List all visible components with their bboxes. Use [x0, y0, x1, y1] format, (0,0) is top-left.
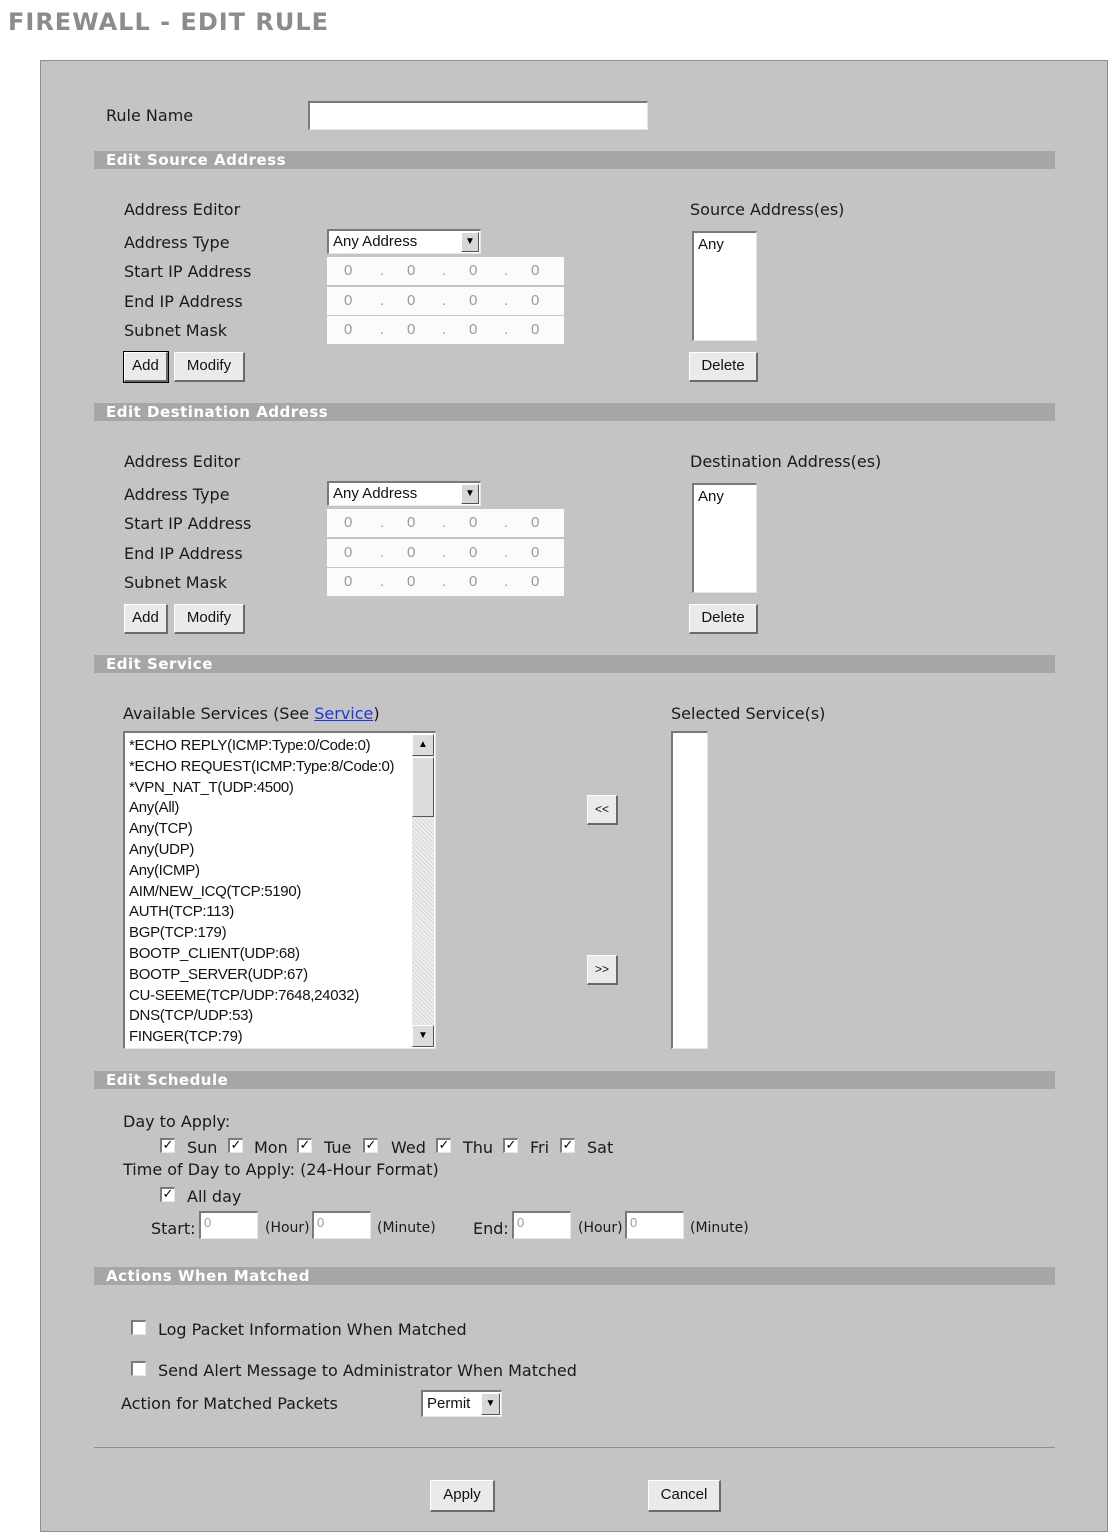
add-service-button[interactable]: <<: [587, 795, 618, 825]
list-item[interactable]: BOOTP_CLIENT(UDP:68): [129, 945, 300, 962]
list-item[interactable]: BGP(TCP:179): [129, 924, 227, 942]
end-minute-input[interactable]: 0: [625, 1211, 684, 1239]
cancel-button[interactable]: Cancel: [648, 1480, 721, 1512]
source-address-type-select[interactable]: [327, 229, 481, 254]
section-header-service: Edit Service: [94, 655, 1055, 673]
end-minute-unit: (Minute): [690, 1220, 749, 1236]
chevron-down-icon: ▼: [481, 1393, 500, 1415]
day-checkbox-thu[interactable]: ✓: [436, 1138, 451, 1153]
selected-services-label: Selected Service(s): [671, 704, 826, 723]
scrollbar[interactable]: [412, 734, 434, 1047]
available-services-label: Available Services (See Service): [123, 704, 380, 723]
start-hour-input[interactable]: 0: [199, 1211, 258, 1239]
end-label: End:: [473, 1219, 509, 1238]
list-item[interactable]: *ECHO REQUEST(ICMP:Type:8/Code:0): [129, 757, 395, 775]
day-to-apply-label: Day to Apply:: [123, 1112, 231, 1131]
destination-start-ip-input[interactable]: 0 . 0 . 0 . 0: [327, 509, 564, 537]
day-label-fri: Fri: [530, 1138, 550, 1157]
destination-end-ip-label: End IP Address: [124, 544, 243, 563]
available-services-list[interactable]: [123, 731, 436, 1049]
destination-addresses-label: Destination Address(es): [690, 452, 882, 471]
list-item[interactable]: Any(All): [129, 799, 180, 817]
day-checkbox-sun[interactable]: ✓: [160, 1138, 175, 1153]
source-address-list[interactable]: [692, 231, 757, 341]
end-hour-unit: (Hour): [578, 1220, 623, 1236]
source-subnet-label: Subnet Mask: [124, 321, 228, 340]
list-item[interactable]: Any(TCP): [129, 820, 193, 838]
page-title: FIREWALL - EDIT RULE: [8, 8, 330, 36]
rule-name-label: Rule Name: [106, 106, 194, 125]
list-item[interactable]: *VPN_NAT_T(UDP:4500): [129, 778, 294, 796]
divider: [94, 1447, 1055, 1448]
chevron-down-icon: ▼: [461, 232, 479, 252]
start-minute-input[interactable]: 0: [312, 1211, 371, 1239]
source-modify-button[interactable]: Modify: [174, 352, 245, 382]
destination-address-type-select[interactable]: [327, 481, 481, 506]
list-item[interactable]: Any: [698, 488, 724, 505]
source-delete-button[interactable]: Delete: [689, 352, 758, 382]
list-item[interactable]: Any(UDP): [129, 841, 195, 858]
destination-subnet-label: Subnet Mask: [124, 573, 228, 592]
section-header-actions: Actions When Matched: [94, 1267, 1055, 1285]
list-item[interactable]: DNS(TCP/UDP:53): [129, 1007, 253, 1025]
day-label-thu: Thu: [463, 1138, 494, 1157]
list-item[interactable]: Any: [698, 236, 724, 253]
log-packet-checkbox[interactable]: [131, 1320, 146, 1335]
list-item[interactable]: CU-SEEME(TCP/UDP:7648,24032): [129, 986, 360, 1004]
list-item[interactable]: AUTH(TCP:113): [129, 903, 235, 921]
remove-service-button[interactable]: >>: [587, 955, 618, 985]
action-matched-label: Action for Matched Packets: [121, 1394, 338, 1413]
source-addresses-label: Source Address(es): [690, 200, 845, 219]
destination-end-ip-input[interactable]: 0 . 0 . 0 . 0: [327, 539, 564, 567]
scrollbar-thumb[interactable]: [412, 757, 434, 817]
day-checkbox-tue[interactable]: ✓: [297, 1138, 312, 1153]
list-item[interactable]: AIM/NEW_ICQ(TCP:5190): [129, 882, 302, 900]
action-select-value: Permit: [427, 1395, 471, 1412]
source-address-editor-label: Address Editor: [124, 200, 241, 219]
day-checkbox-sat[interactable]: ✓: [560, 1138, 575, 1153]
destination-address-type-value: Any Address: [333, 485, 418, 502]
send-alert-checkbox[interactable]: [131, 1361, 146, 1376]
destination-start-ip-label: Start IP Address: [124, 514, 252, 533]
section-header-destination: Edit Destination Address: [94, 403, 1055, 421]
destination-delete-button[interactable]: Delete: [689, 604, 758, 634]
destination-address-list[interactable]: [692, 483, 757, 593]
end-hour-input[interactable]: 0: [512, 1211, 571, 1239]
list-item[interactable]: BOOTP_SERVER(UDP:67): [129, 965, 308, 983]
day-label-wed: Wed: [391, 1138, 426, 1157]
destination-subnet-input[interactable]: 0 . 0 . 0 . 0: [327, 568, 564, 596]
send-alert-label: Send Alert Message to Administrator When Matched: [158, 1361, 577, 1380]
start-minute-unit: (Minute): [377, 1220, 436, 1236]
day-checkbox-mon[interactable]: ✓: [228, 1138, 243, 1153]
source-start-ip-label: Start IP Address: [124, 262, 252, 281]
day-label-sun: Sun: [187, 1138, 218, 1157]
all-day-checkbox[interactable]: ✓: [160, 1187, 175, 1202]
day-label-sat: Sat: [587, 1138, 614, 1157]
list-item[interactable]: Any(ICMP): [129, 861, 200, 879]
day-checkbox-fri[interactable]: ✓: [503, 1138, 518, 1153]
source-add-button[interactable]: Add: [124, 352, 168, 382]
apply-button[interactable]: Apply: [430, 1480, 495, 1512]
selected-services-list[interactable]: [671, 731, 708, 1049]
source-subnet-input[interactable]: 0 . 0 . 0 . 0: [327, 316, 564, 344]
destination-address-type-label: Address Type: [124, 485, 230, 504]
source-address-type-label: Address Type: [124, 233, 230, 252]
start-hour-unit: (Hour): [265, 1220, 310, 1236]
day-checkbox-wed[interactable]: ✓: [363, 1138, 378, 1153]
destination-address-editor-label: Address Editor: [124, 452, 241, 471]
all-day-label: All day: [187, 1187, 242, 1206]
action-select[interactable]: [421, 1390, 502, 1417]
scroll-down-icon[interactable]: ▼: [412, 1025, 434, 1047]
log-packet-label: Log Packet Information When Matched: [158, 1320, 467, 1339]
chevron-down-icon: ▼: [461, 484, 479, 504]
destination-add-button[interactable]: Add: [124, 604, 168, 634]
source-address-type-value: Any Address: [333, 233, 418, 250]
source-end-ip-label: End IP Address: [124, 292, 243, 311]
day-label-mon: Mon: [254, 1138, 288, 1157]
section-header-source: Edit Source Address: [94, 151, 1055, 169]
source-start-ip-input[interactable]: 0 . 0 . 0 . 0: [327, 257, 564, 285]
time-of-day-label: Time of Day to Apply: (24-Hour Format): [123, 1160, 439, 1179]
scroll-up-icon[interactable]: ▲: [412, 734, 434, 756]
start-label: Start:: [151, 1219, 196, 1238]
source-end-ip-input[interactable]: 0 . 0 . 0 . 0: [327, 287, 564, 315]
list-item[interactable]: FINGER(TCP:79): [129, 1028, 243, 1046]
list-item[interactable]: *ECHO REPLY(ICMP:Type:0/Code:0): [129, 737, 371, 754]
day-label-tue: Tue: [324, 1138, 352, 1157]
destination-modify-button[interactable]: Modify: [174, 604, 245, 634]
rule-name-input[interactable]: [308, 101, 648, 130]
section-header-schedule: Edit Schedule: [94, 1071, 1055, 1089]
service-link[interactable]: Service: [314, 704, 374, 723]
